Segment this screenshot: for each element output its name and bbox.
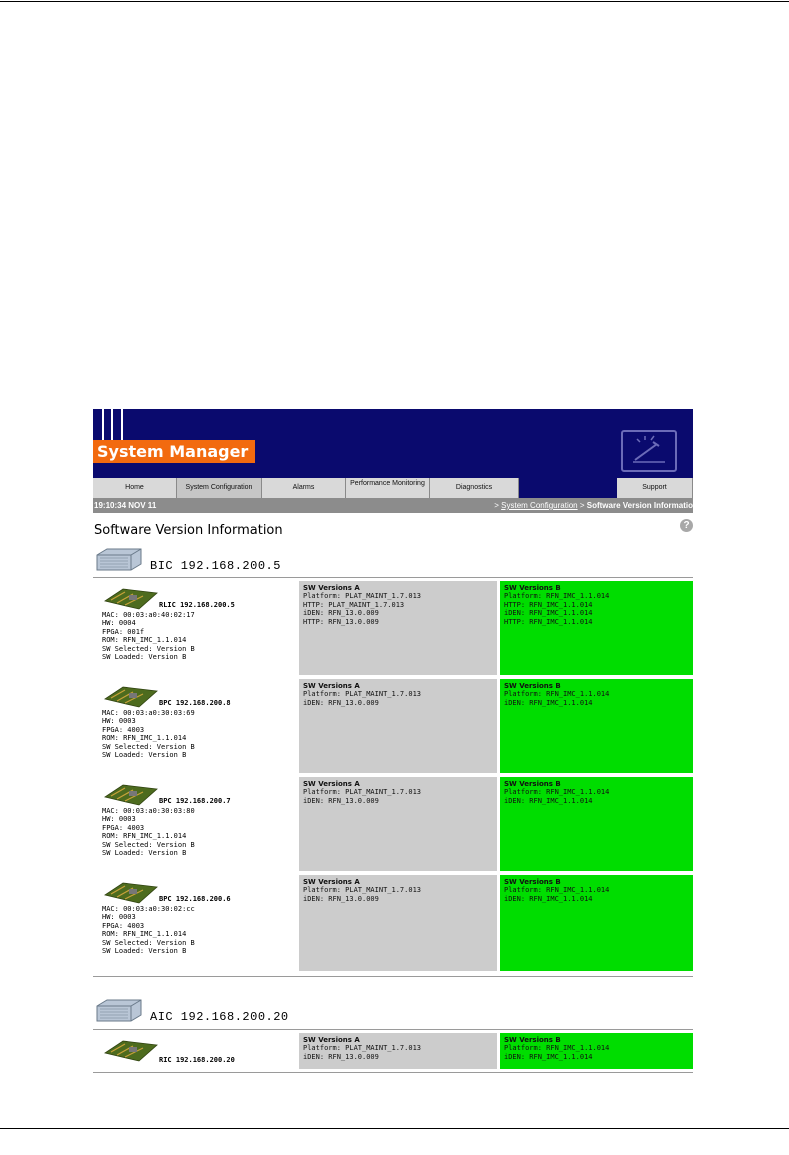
board-info bbox=[93, 677, 298, 775]
sw-version-line: HTTP: RFN_13.0.009 bbox=[303, 617, 379, 626]
board-title: RIC 192.168.200.20 bbox=[159, 1056, 235, 1064]
chassis-label: AIC 192.168.200.20 bbox=[150, 1010, 289, 1024]
board-info bbox=[93, 1031, 298, 1071]
sw-version-line: iDEN: RFN_13.0.009 bbox=[303, 894, 379, 903]
sw-version-line: Platform: PLAT_MAINT_1.7.013 bbox=[303, 592, 422, 601]
page-top-rule bbox=[0, 1, 789, 2]
board-title: RLIC 192.168.200.5 bbox=[159, 601, 235, 609]
sw-version-line: Platform: PLAT_MAINT_1.7.013 bbox=[303, 1044, 422, 1053]
sw-versions-a-panel bbox=[299, 875, 497, 971]
board-details bbox=[102, 611, 195, 661]
board-row bbox=[93, 873, 693, 973]
board-mac: MAC: 00:03:a0:30:03:80 bbox=[102, 807, 195, 815]
sw-versions-a-panel bbox=[299, 777, 497, 871]
status-bar bbox=[93, 498, 693, 513]
sw-version-line: HTTP: RFN_IMC_1.1.014 bbox=[504, 600, 593, 609]
board-sw-selected: SW Selected: Version B bbox=[102, 644, 195, 653]
tab-diagnostics[interactable]: Diagnostics bbox=[430, 478, 519, 498]
board-sw-loaded: SW Loaded: Version B bbox=[102, 653, 187, 662]
sw-versions-b-panel bbox=[500, 875, 693, 971]
sw-version-line: Platform: PLAT_MAINT_1.7.013 bbox=[303, 788, 422, 797]
board-info bbox=[93, 775, 298, 873]
sw-versions-b-panel bbox=[500, 777, 693, 871]
sw-versions-b-heading: SW Versions B bbox=[504, 584, 561, 592]
board-sw-selected: SW Selected: Version B bbox=[102, 840, 195, 849]
board-details bbox=[102, 807, 195, 857]
sw-version-line: iDEN: RFN_IMC_1.1.014 bbox=[504, 796, 593, 805]
board-details bbox=[102, 709, 195, 759]
sw-version-line: iDEN: RFN_IMC_1.1.014 bbox=[504, 1052, 593, 1061]
sw-versions-b-heading: SW Versions B bbox=[504, 878, 561, 886]
sw-versions-a-heading: SW Versions A bbox=[303, 780, 360, 788]
board-hw: HW: 0004 bbox=[102, 619, 136, 628]
chassis-icon bbox=[95, 547, 143, 572]
breadcrumb bbox=[494, 498, 693, 513]
sw-versions-b-heading: SW Versions B bbox=[504, 780, 561, 788]
board-fpga: FPGA: 4003 bbox=[102, 921, 145, 930]
tab-support[interactable]: Support bbox=[617, 478, 693, 498]
tab-system-configuration[interactable]: System Configuration bbox=[177, 478, 262, 498]
system-manager-logo: System Manager bbox=[93, 440, 255, 463]
board-sw-selected: SW Selected: Version B bbox=[102, 742, 195, 751]
tab-home[interactable]: Home bbox=[93, 478, 177, 498]
board-details bbox=[102, 905, 195, 955]
screenshot bbox=[93, 409, 693, 1074]
circuit-board-icon bbox=[103, 1035, 159, 1063]
board-mac: MAC: 00:03:a0:40:02:17 bbox=[102, 611, 195, 619]
board-info bbox=[93, 873, 298, 973]
board-sw-loaded: SW Loaded: Version B bbox=[102, 849, 187, 858]
board-sw-loaded: SW Loaded: Version B bbox=[102, 947, 187, 956]
board-hw: HW: 0003 bbox=[102, 815, 136, 824]
page-title: Software Version Information bbox=[94, 523, 283, 538]
breadcrumb-current: Software Version Informatio bbox=[586, 501, 693, 510]
tab-bar bbox=[93, 478, 693, 498]
breadcrumb-system-configuration-link[interactable]: System Configuration bbox=[501, 501, 578, 510]
help-icon[interactable]: ? bbox=[680, 519, 693, 532]
sw-version-line: Platform: RFN_IMC_1.1.014 bbox=[504, 592, 610, 601]
header-banner bbox=[93, 409, 693, 478]
sw-version-line: Platform: RFN_IMC_1.1.014 bbox=[504, 788, 610, 797]
board-sw-loaded: SW Loaded: Version B bbox=[102, 751, 187, 760]
sw-version-line: Platform: PLAT_MAINT_1.7.013 bbox=[303, 886, 422, 895]
sw-version-line: iDEN: RFN_IMC_1.1.014 bbox=[504, 698, 593, 707]
circuit-board-icon bbox=[103, 583, 159, 611]
sw-version-line: iDEN: RFN_13.0.009 bbox=[303, 698, 379, 707]
board-mac: MAC: 00:03:a0:30:02:cc bbox=[102, 905, 195, 913]
board-row bbox=[93, 775, 693, 873]
sw-versions-a-heading: SW Versions A bbox=[303, 1036, 360, 1044]
board-sw-selected: SW Selected: Version B bbox=[102, 938, 195, 947]
breadcrumb-separator: > bbox=[494, 501, 502, 510]
chassis-header-aic bbox=[93, 998, 693, 1028]
circuit-board-icon bbox=[103, 877, 159, 905]
sw-version-line: Platform: RFN_IMC_1.1.014 bbox=[504, 886, 610, 895]
sw-version-line: HTTP: RFN_IMC_1.1.014 bbox=[504, 617, 593, 626]
board-row bbox=[93, 579, 693, 677]
sw-versions-a-heading: SW Versions A bbox=[303, 878, 360, 886]
clock-timestamp: 19:10:34 NOV 11 bbox=[94, 501, 157, 510]
sw-versions-b-heading: SW Versions B bbox=[504, 682, 561, 690]
board-row bbox=[93, 1031, 693, 1071]
board-title: BPC 192.168.200.6 bbox=[159, 895, 231, 903]
sw-versions-b-panel bbox=[500, 581, 693, 675]
board-rom: ROM: RFN_IMC_1.1.014 bbox=[102, 930, 187, 939]
board-title: BPC 192.168.200.8 bbox=[159, 699, 231, 707]
circuit-board-icon bbox=[103, 681, 159, 709]
page-bottom-rule bbox=[0, 1128, 789, 1129]
sw-versions-a-heading: SW Versions A bbox=[303, 584, 360, 592]
board-info bbox=[93, 579, 298, 677]
board-hw: HW: 0003 bbox=[102, 913, 136, 922]
chassis-board-list bbox=[93, 1029, 693, 1073]
sw-version-line: iDEN: RFN_13.0.009 bbox=[303, 609, 379, 618]
board-rom: ROM: RFN_IMC_1.1.014 bbox=[102, 832, 187, 841]
sw-versions-b-heading: SW Versions B bbox=[504, 1036, 561, 1044]
sw-version-line: iDEN: RFN_IMC_1.1.014 bbox=[504, 894, 593, 903]
board-fpga: FPGA: 4003 bbox=[102, 823, 145, 832]
sw-versions-a-panel bbox=[299, 581, 497, 675]
chassis-icon bbox=[95, 998, 143, 1023]
sw-version-line: iDEN: RFN_13.0.009 bbox=[303, 796, 379, 805]
board-fpga: FPGA: 4003 bbox=[102, 725, 145, 734]
sw-version-line: Platform: PLAT_MAINT_1.7.013 bbox=[303, 690, 422, 699]
board-rom: ROM: RFN_IMC_1.1.014 bbox=[102, 636, 187, 645]
system-manager-emblem-icon bbox=[621, 430, 677, 472]
sw-version-line: iDEN: RFN_IMC_1.1.014 bbox=[504, 609, 593, 618]
board-rom: ROM: RFN_IMC_1.1.014 bbox=[102, 734, 187, 743]
sw-versions-b-panel bbox=[500, 1033, 693, 1069]
sw-version-line: Platform: RFN_IMC_1.1.014 bbox=[504, 690, 610, 699]
sw-version-line: HTTP: PLAT_MAINT_1.7.013 bbox=[303, 600, 405, 609]
board-mac: MAC: 00:03:a0:30:03:69 bbox=[102, 709, 195, 717]
chassis-header-bic bbox=[93, 547, 693, 577]
breadcrumb-separator: > bbox=[577, 501, 587, 510]
tab-performance-monitoring[interactable]: Performance Monitoring bbox=[346, 478, 430, 498]
sw-versions-b-panel bbox=[500, 679, 693, 773]
chassis-board-list bbox=[93, 577, 693, 977]
sw-version-line: Platform: RFN_IMC_1.1.014 bbox=[504, 1044, 610, 1053]
board-title: BPC 192.168.200.7 bbox=[159, 797, 231, 805]
chassis-label: BIC 192.168.200.5 bbox=[150, 559, 281, 573]
sw-versions-a-panel bbox=[299, 679, 497, 773]
circuit-board-icon bbox=[103, 779, 159, 807]
board-hw: HW: 0003 bbox=[102, 717, 136, 726]
sw-versions-a-heading: SW Versions A bbox=[303, 682, 360, 690]
board-row bbox=[93, 677, 693, 775]
tab-alarms[interactable]: Alarms bbox=[262, 478, 346, 498]
board-fpga: FPGA: 001f bbox=[102, 627, 145, 636]
sw-version-line: iDEN: RFN_13.0.009 bbox=[303, 1052, 379, 1061]
sw-versions-a-panel bbox=[299, 1033, 497, 1069]
